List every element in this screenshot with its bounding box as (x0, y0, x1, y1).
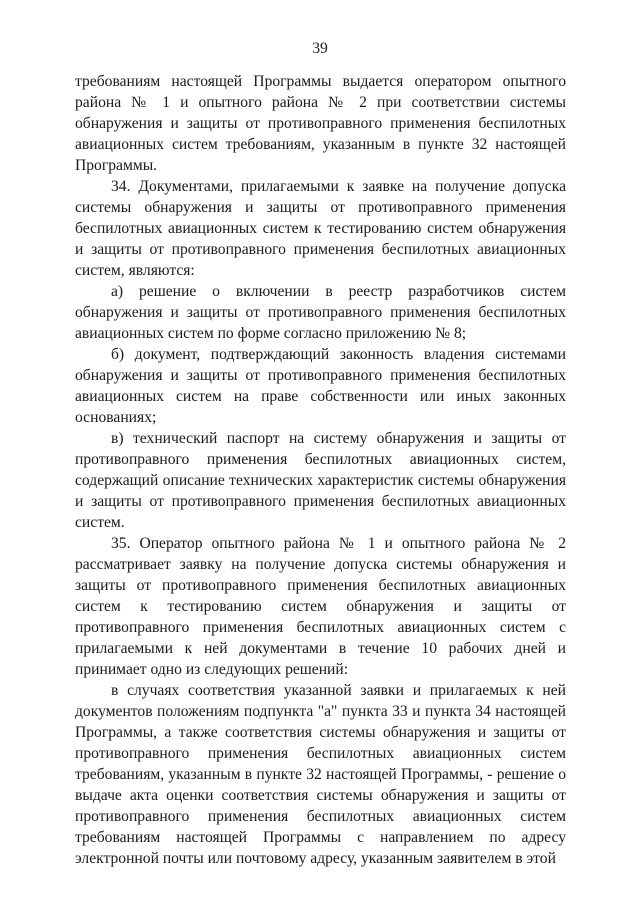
paragraph-subitem-a: а) решение о включении в реестр разработчиков систем обнаружения и защиты от противоправного применения беспилотных авиационных систем по форме согласно приложению № 8; (75, 283, 566, 342)
document-body (75, 71, 566, 869)
paragraph-continuation: требованиям настоящей Программы выдается оператором опытного района № 1 и опытного района № 2 при соответствии системы обнаружения и защиты от противоправного применения беспилотных авиационных систем требованиям, указанным в пункте 32 настоящей Программы. (75, 73, 566, 174)
paragraph-item-35: 35. Оператор опытного района № 1 и опытного района № 2 рассматривает заявку на получение допуска системы обнаружения и защиты от противоправного применения беспилотных авиационных систем к тестированию систем обнаружения и защиты от противоправного применения беспилотных авиационных систем с прилагаемыми к ней документами в течение 10 рабочих дней и принимает одно из следующих решений: (75, 535, 566, 678)
paragraph-subitem-v: в) технический паспорт на систему обнаружения и защиты от противоправного применения беспилотных авиационных систем, содержащий описание технических характеристик системы обнаружения и защиты от противоправного применения беспилотных авиационных систем. (75, 430, 566, 531)
page-number: 39 (312, 40, 328, 57)
paragraph-subitem-b: б) документ, подтверждающий законность владения системами обнаружения и защиты от противоправного применения беспилотных авиационных систем на праве собственности или иных законных основаниях; (75, 346, 566, 426)
paragraph-decision: в случаях соответствия указанной заявки и прилагаемых к ней документов положениям подпункта "а" пункта 33 и пункта 34 настоящей Программы, а также соответствия системы обнаружения и защиты от противоправного применения беспилотных авиационных систем требованиям, указанным в пункте 32 настоящей Программы, - решение о выдаче акта оценки соответствия системы обнаружения и защиты от противоправного применения беспилотных авиационных систем требованиям настоящей Программы с направлением по адресу электронной почты или почтовому адресу, указанным заявителем в этой (75, 682, 566, 867)
paragraph-item-34: 34. Документами, прилагаемыми к заявке на получение допуска системы обнаружения и защиты от противоправного применения беспилотных авиационных систем к тестированию систем обнаружения и защиты от противоправного применения беспилотных авиационных систем, являются: (75, 178, 566, 279)
